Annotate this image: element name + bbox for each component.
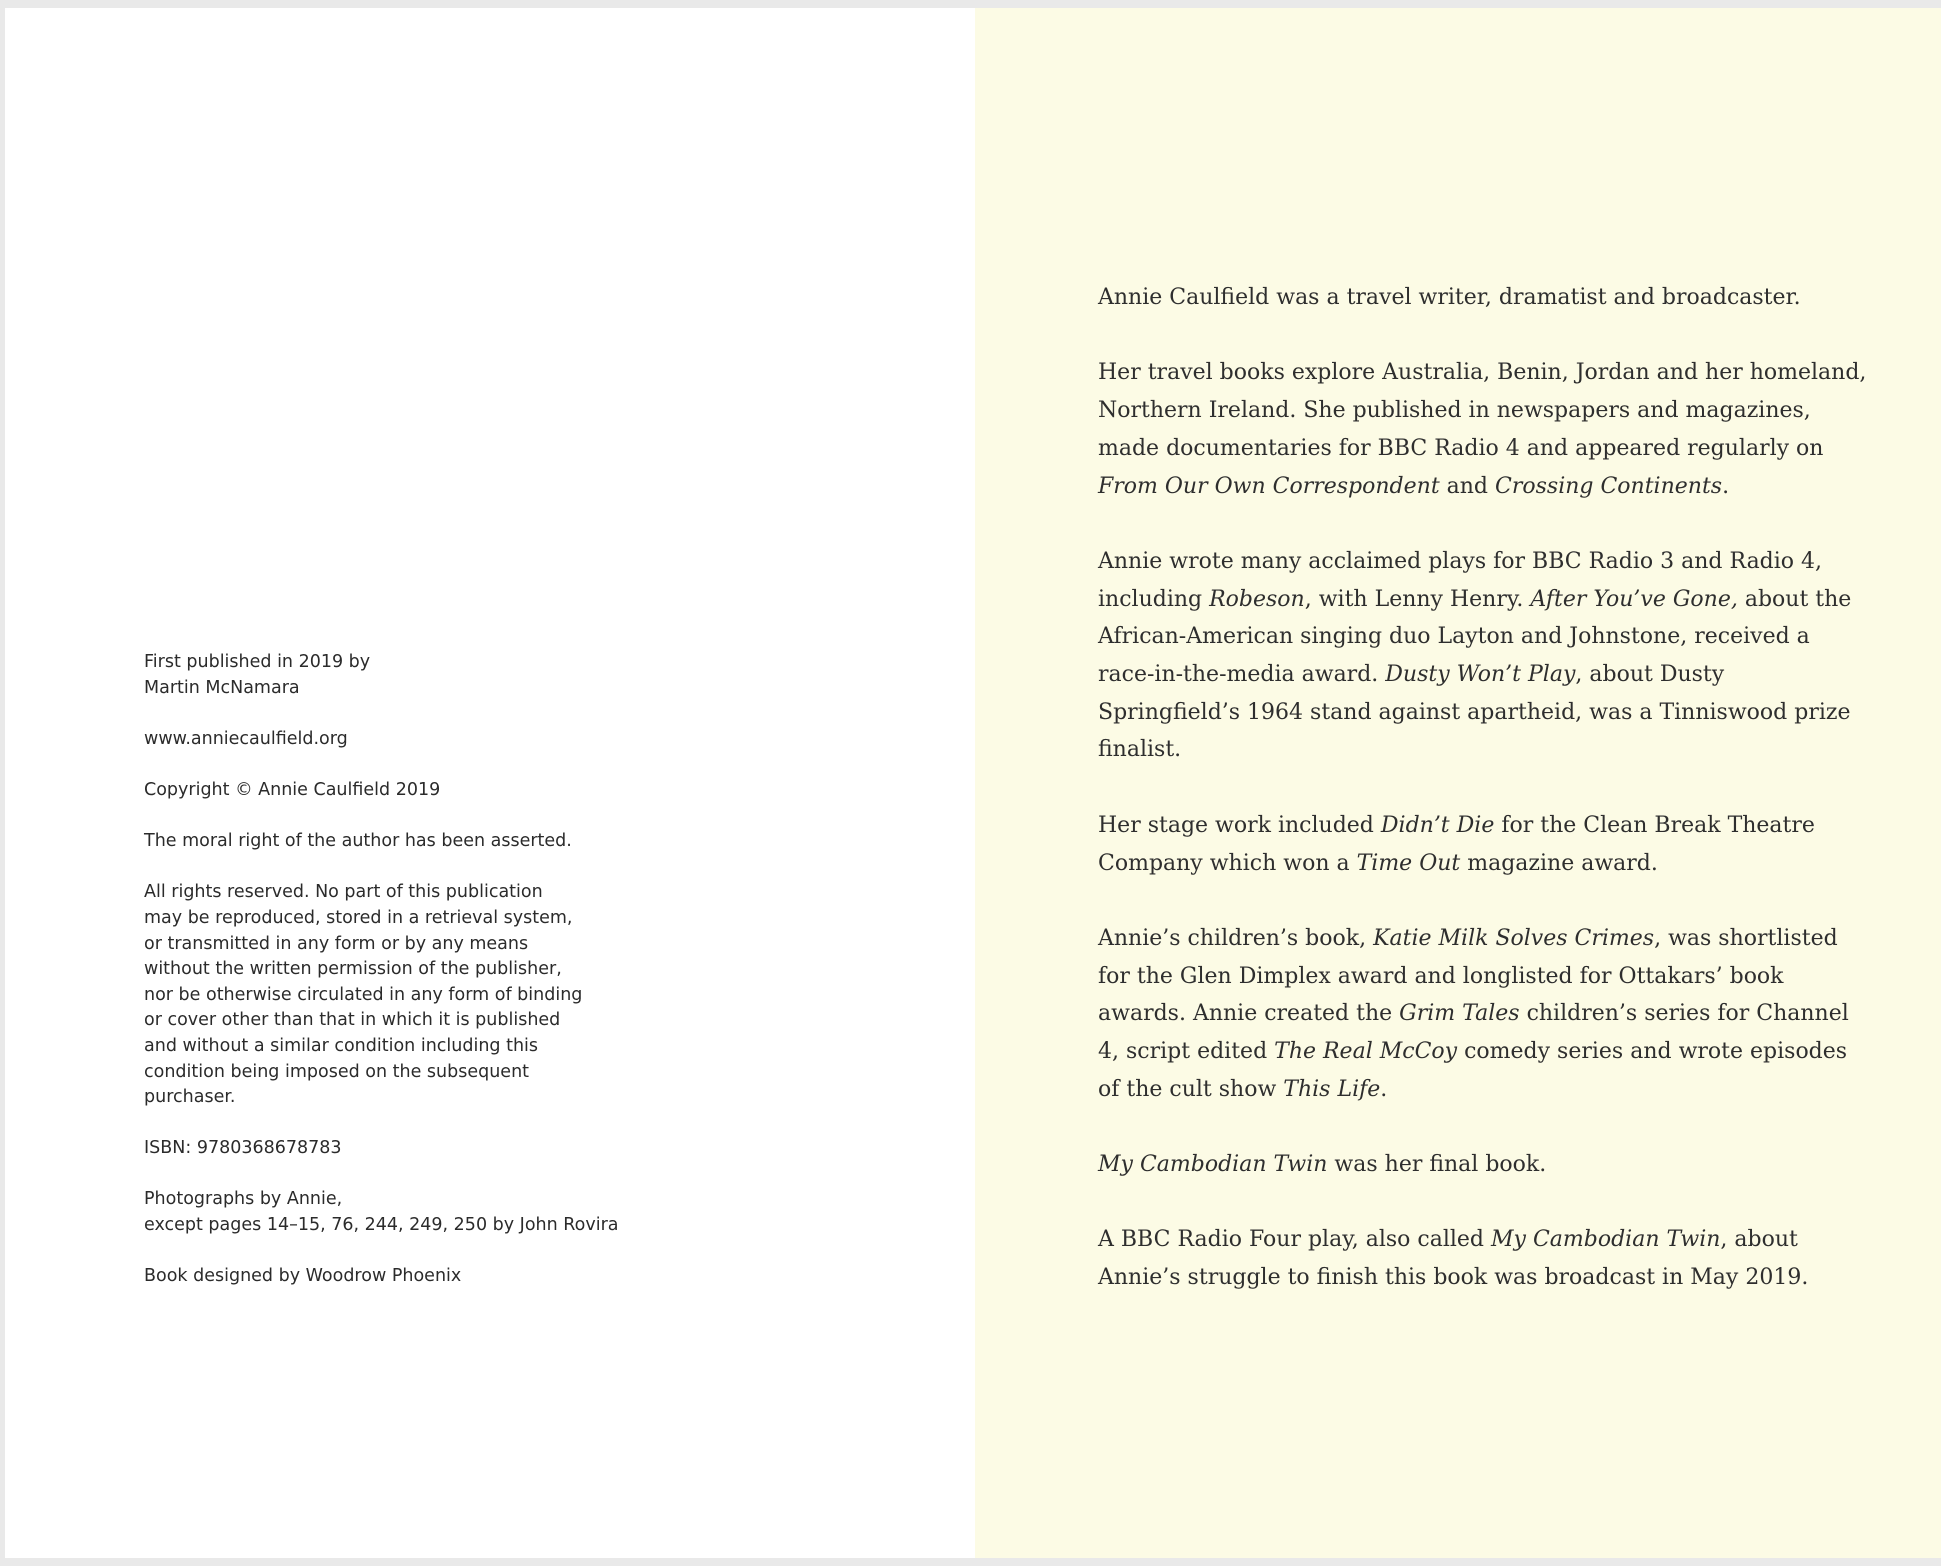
text-run: Her travel books explore Australia, Benin, Jordan and her homeland, Northern Ireland. She published in newspapers and magazines, made documentaries for BBC Radio 4 and appeared regularly on bbox=[1098, 360, 1867, 461]
play-title: After You’ve Gone, bbox=[1530, 586, 1738, 612]
text-run: Annie wrote many acclaimed plays for BBC Radio 3 and Radio 4, including bbox=[1098, 548, 1823, 612]
text-run: was her final book. bbox=[1327, 1152, 1547, 1178]
text-run: Annie’s children’s book, bbox=[1098, 925, 1374, 951]
photo-credits: Photographs by Annie, except pages 14–15, 76, 244, 249, 250 by John Rovira bbox=[144, 1189, 619, 1236]
text-run: , about Annie’s struggle to finish this book was broadcast in May 2019. bbox=[1098, 1227, 1809, 1291]
bio-paragraph-radio-play bbox=[1098, 1221, 1868, 1296]
text-run: children’s series for Channel 4, script edited bbox=[1098, 1001, 1849, 1064]
book-title: My Cambodian Twin bbox=[1098, 1152, 1328, 1178]
bio-paragraph-stage bbox=[1098, 807, 1868, 882]
bio-paragraph-final-book bbox=[1098, 1146, 1868, 1184]
programme-title: From Our Own Correspondent bbox=[1098, 473, 1440, 499]
copyright-line: Copyright © Annie Caulfield 2019 bbox=[144, 779, 441, 800]
isbn-line: ISBN: 9780368678783 bbox=[144, 1138, 342, 1159]
play-title: Dusty Won’t Play bbox=[1385, 662, 1576, 687]
play-title: Didn’t Die bbox=[1380, 812, 1495, 838]
show-title: This Life bbox=[1283, 1076, 1381, 1102]
book-spread bbox=[5, 8, 1941, 1558]
bio-paragraph-radio-plays bbox=[1098, 543, 1868, 769]
text-run: about the African-American singing duo Layton and Johnstone, received a race-in-the-media award. bbox=[1098, 586, 1852, 687]
text-run: comedy series and wrote episodes of the cult show bbox=[1098, 1039, 1848, 1102]
bio-paragraph-children bbox=[1098, 920, 1868, 1109]
play-title: My Cambodian Twin bbox=[1491, 1227, 1721, 1253]
series-title: The Real McCoy bbox=[1274, 1039, 1458, 1064]
website-line: www.anniecaulfield.org bbox=[144, 728, 348, 749]
text-run: , with Lenny Henry. bbox=[1304, 586, 1531, 612]
design-credit: Book designed by Woodrow Phoenix bbox=[144, 1266, 462, 1287]
text-run: A BBC Radio Four play, also called bbox=[1098, 1227, 1491, 1253]
text-run: and bbox=[1439, 473, 1496, 499]
series-title: Grim Tales bbox=[1399, 1001, 1520, 1027]
rights-reserved-text: All rights reserved. No part of this publication may be reproduced, stored in a retrieval system, or transmitted in any form or by any means without the written permission of the publisher, nor be otherwise circulated in any form of binding or cover other than that in which it is published and without a similar condition including this condition being imposed on the subsequent purchaser. bbox=[144, 882, 583, 1108]
play-title: Robeson bbox=[1209, 586, 1305, 612]
text-run: , was shortlisted for the Glen Dimplex award and longlisted for Ottakars’ book awards. Annie created the bbox=[1098, 925, 1838, 1027]
copyright-page bbox=[5, 8, 975, 1558]
book-title: Katie Milk Solves Crimes bbox=[1373, 925, 1655, 951]
text-run: Her stage work included bbox=[1098, 812, 1381, 838]
moral-right-line: The moral right of the author has been asserted. bbox=[144, 831, 572, 852]
magazine-title: Time Out bbox=[1356, 850, 1461, 876]
bio-paragraph-travel bbox=[1098, 354, 1868, 505]
text-run: magazine award. bbox=[1460, 850, 1658, 876]
imprint-block bbox=[144, 650, 664, 1315]
publisher-line: First published in 2019 by Martin McNamara bbox=[144, 652, 371, 698]
text-run: , about Dusty Springfield’s 1964 stand against apartheid, was a Tinniswood prize finalist. bbox=[1098, 662, 1851, 763]
bio-paragraph-intro: Annie Caulfield was a travel writer, dramatist and broadcaster. bbox=[1098, 285, 1801, 310]
author-bio-page bbox=[975, 8, 1941, 1558]
programme-title: Crossing Continents bbox=[1495, 473, 1723, 499]
text-run: for the Clean Break Theatre Company which won a bbox=[1098, 812, 1815, 876]
text-run: . bbox=[1722, 473, 1730, 499]
text-run: . bbox=[1380, 1076, 1388, 1102]
author-bio bbox=[1098, 279, 1868, 1335]
